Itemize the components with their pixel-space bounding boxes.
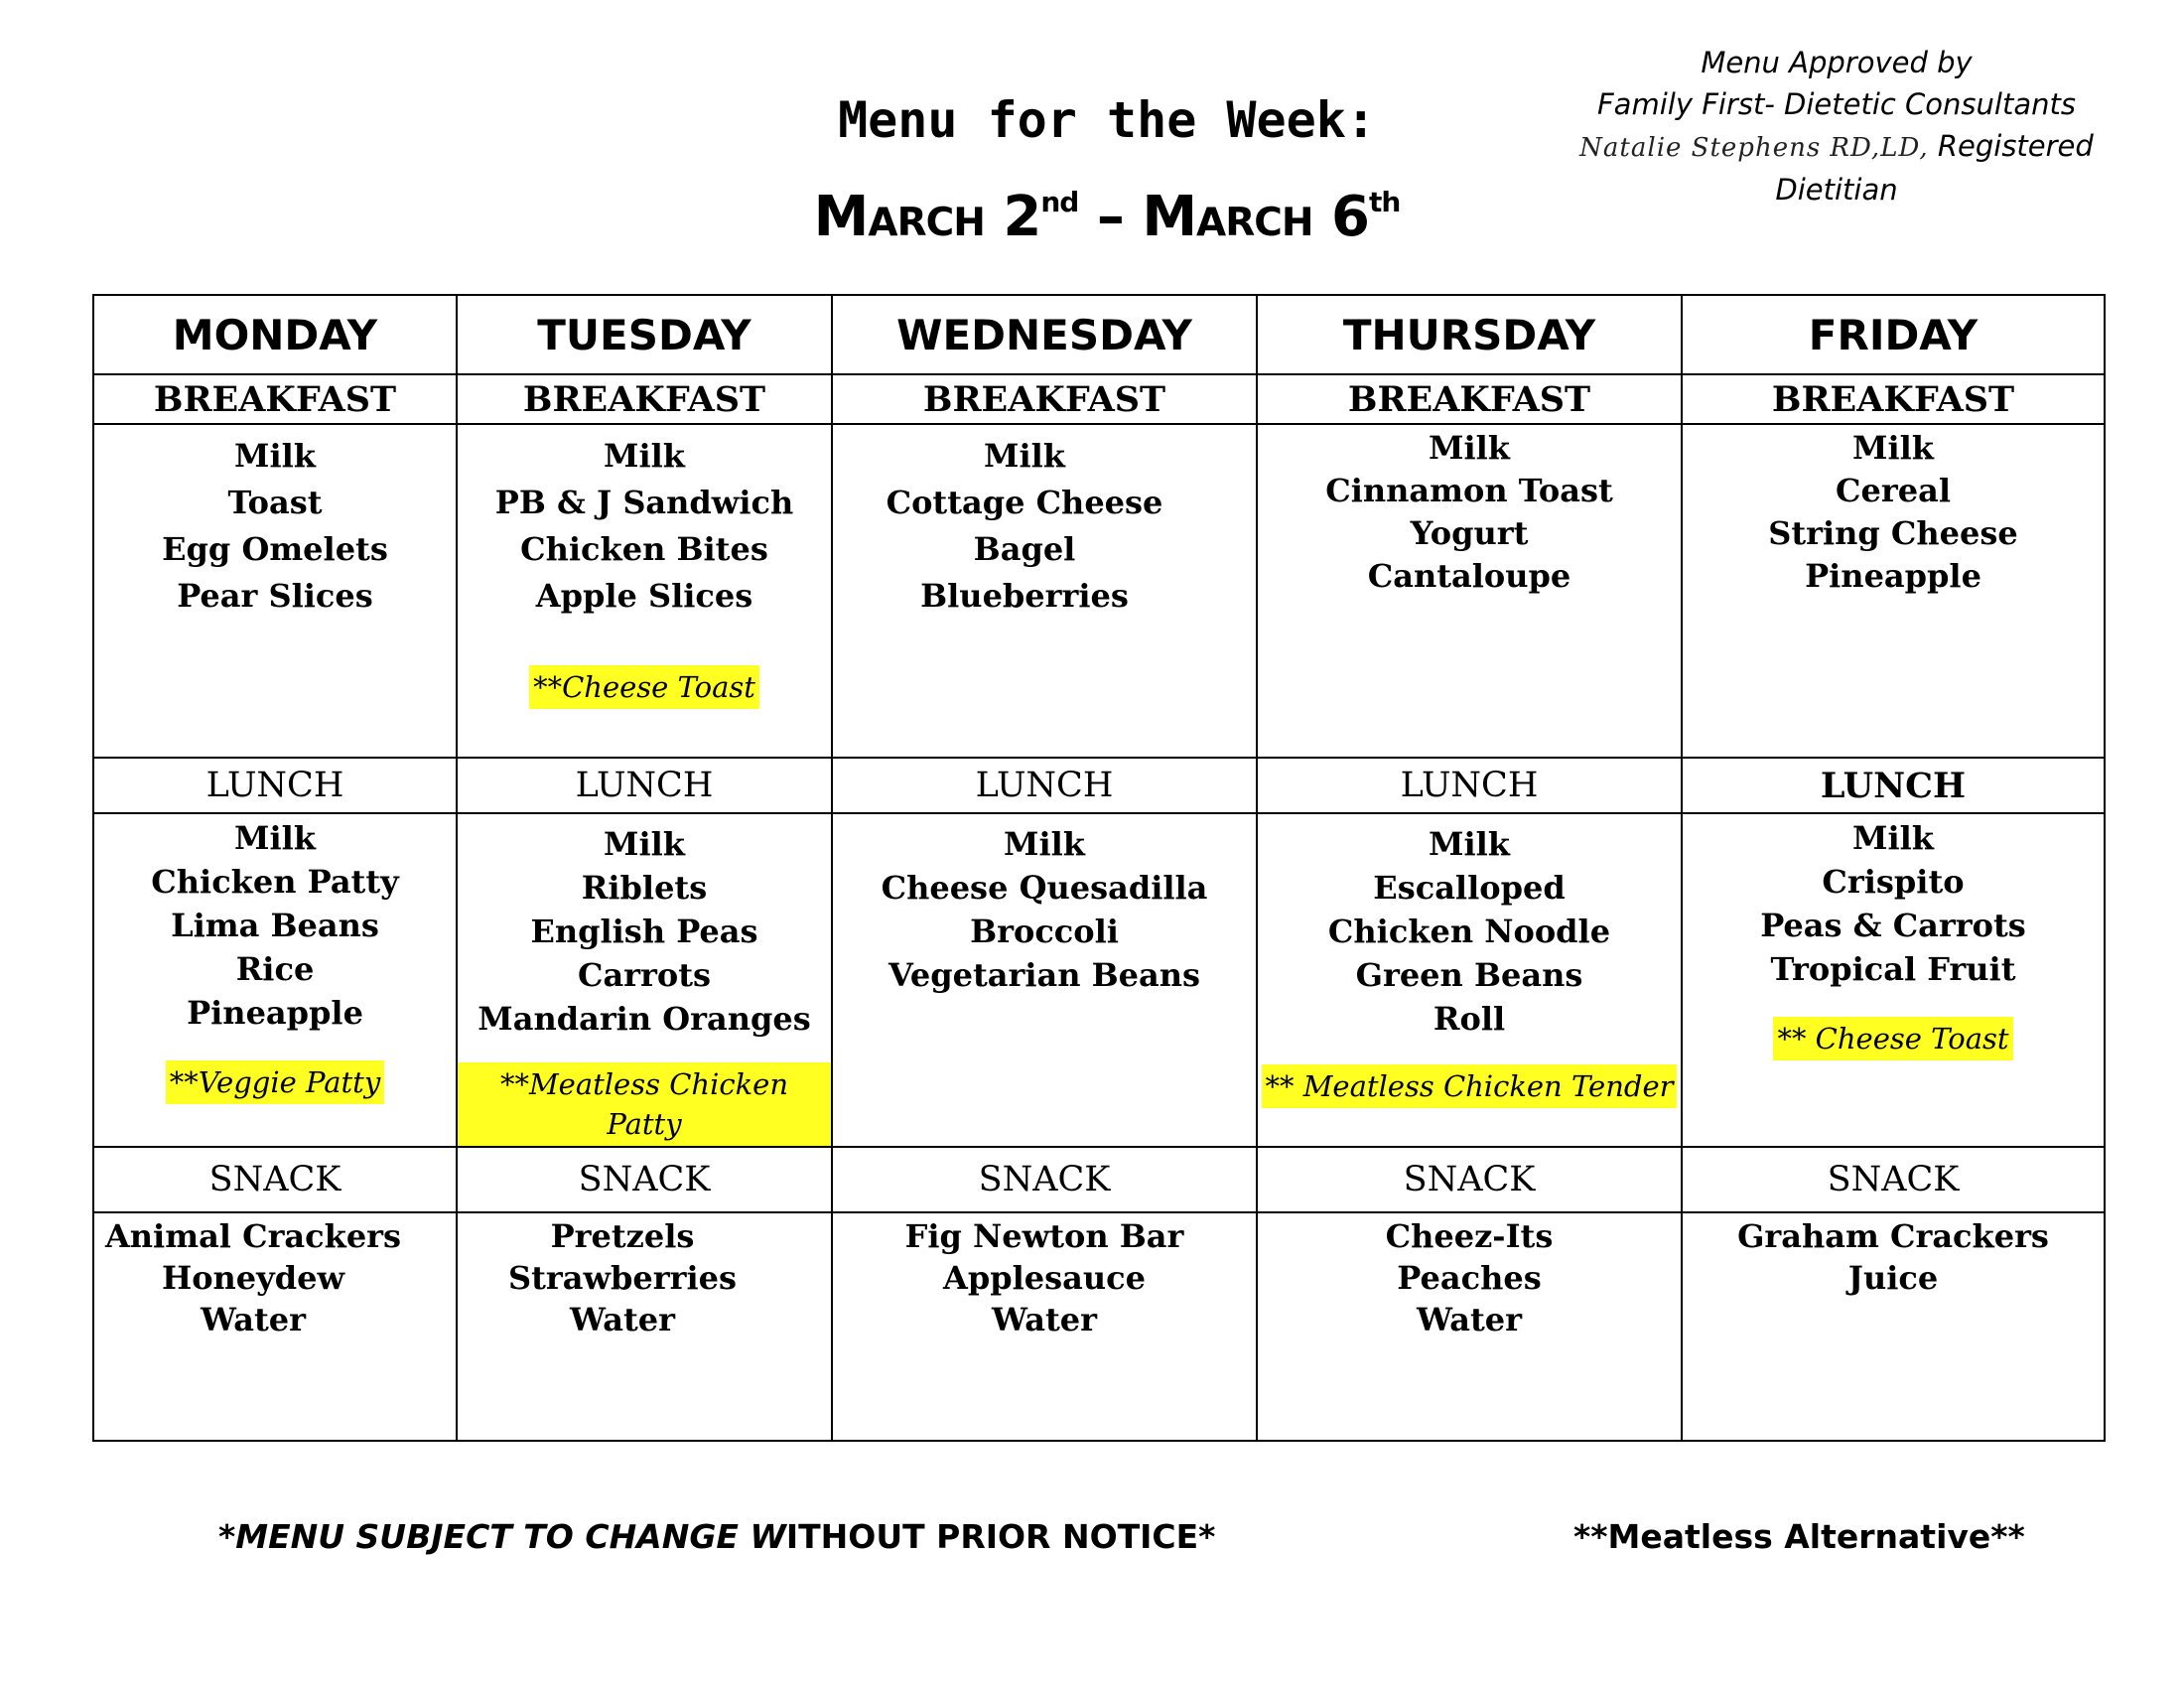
menu-item: English Peas [530,913,758,950]
menu-item: Apple Slices [535,577,753,615]
menu-item: Milk [604,825,685,863]
menu-items [1683,1213,2104,1299]
menu-items [833,425,1256,620]
menu-item: Egg Omelets [162,530,388,568]
menu-item: Roll [1433,1000,1506,1038]
date-range [0,185,2184,249]
menu-item: Broccoli [970,913,1119,950]
menu-item: Applesauce [943,1259,1146,1297]
menu-item: String Cheese [1768,514,2018,552]
day-header-row [93,295,2105,374]
menu-item: Chicken Noodle [1327,913,1611,950]
breakfast-cell [93,424,457,758]
snack-cell [457,1212,832,1441]
menu-item: Chicken Bites [520,530,768,568]
menu-items [458,425,831,709]
lunch-label: LUNCH [1257,758,1682,813]
snack-label: SNACK [457,1147,832,1212]
menu-item: Honeydew [161,1259,345,1297]
menu-items [94,1213,456,1340]
menu-item: Pineapple [1805,557,1981,595]
menu-item: Blueberries [920,577,1129,615]
meatless-alternative: ** Cheese Toast [1773,1017,2012,1060]
breakfast-cell [457,424,832,758]
meatless-alternative: **Veggie Patty [166,1060,384,1104]
menu-item: Vegetarian Beans [887,956,1201,994]
change-notice [218,1517,1215,1556]
breakfast-label: BREAKFAST [93,374,457,424]
day-header: THURSDAY [1257,295,1682,374]
meatless-alternative: **Cheese Toast [529,665,759,709]
breakfast-cell [832,424,1257,758]
menu-items [833,814,1256,997]
lunch-label: LUNCH [832,758,1257,813]
menu-item: Water [201,1301,306,1338]
menu-item: Cinnamon Toast [1325,472,1613,509]
menu-items [1258,425,1681,598]
menu-item: Escalloped [1373,869,1566,907]
breakfast-cell [1682,424,2105,758]
menu-item: Carrots [577,956,712,994]
snack-label: SNACK [832,1147,1257,1212]
menu-items [94,814,456,1104]
menu-item: Cheez-Its [1385,1217,1554,1255]
menu-item: Green Beans [1355,956,1583,994]
menu-item: Bagel [973,530,1076,568]
menu-items [1683,425,2104,598]
lunch-label: LUNCH [1682,758,2105,813]
menu-item: Pineapple [187,994,363,1032]
lunch-cell [457,813,832,1147]
menu-items [1258,814,1681,1108]
menu-item: Juice [1847,1259,1939,1297]
menu-item: Riblets [581,869,708,907]
date-separator: – [1078,185,1143,249]
breakfast-label: BREAKFAST [832,374,1257,424]
menu-item: Pear Slices [177,577,373,615]
snack-row [93,1212,2105,1441]
menu-item: Pretzels [550,1217,695,1255]
menu-item: Peas & Carrots [1760,907,2026,944]
weekly-menu-table [92,294,2106,1442]
lunch-cell [1257,813,1682,1147]
menu-item: Cantaloupe [1367,557,1571,595]
menu-items [458,814,831,1146]
meatless-alternative: ** Meatless Chicken Tender [1262,1064,1678,1108]
approval-line-1: Menu Approved by [1701,46,1973,79]
change-notice-rest: ITHOUT PRIOR NOTICE* [785,1517,1216,1556]
menu-item: Toast [227,484,323,521]
menu-item: Mandarin Oranges [478,1000,811,1038]
menu-item: Cheese Quesadilla [881,869,1208,907]
page-title: Menu for the Week: [838,91,1376,149]
menu-item: Animal Crackers [104,1217,402,1255]
meatless-alternative: **Meatless Chicken Patty [458,1062,831,1146]
end-date-suffix: th [1369,186,1401,218]
menu-item: Milk [1429,825,1510,863]
menu-item: Milk [1429,429,1510,467]
lunch-cell [93,813,457,1147]
lunch-header-row [93,758,2105,813]
breakfast-row [93,424,2105,758]
snack-cell [93,1212,457,1441]
approval-line-2: Family First- Dietetic Consultants [1597,87,2076,121]
meatless-legend: **Meatless Alternative** [1573,1517,2025,1556]
menu-item: Peaches [1397,1259,1542,1297]
snack-header-row [93,1147,2105,1212]
menu-item: Water [1417,1301,1522,1338]
breakfast-label: BREAKFAST [1682,374,2105,424]
snack-label: SNACK [93,1147,457,1212]
menu-item: Crispito [1822,863,1965,901]
menu-item: Water [570,1301,675,1338]
menu-item: Fig Newton Bar [904,1217,1184,1255]
snack-cell [1682,1212,2105,1441]
menu-item: Graham Crackers [1737,1217,2049,1255]
lunch-label: LUNCH [457,758,832,813]
breakfast-label: BREAKFAST [457,374,832,424]
menu-item: PB & J Sandwich [494,484,794,521]
menu-item: Strawberries [507,1259,737,1297]
menu-items [833,1213,1256,1340]
lunch-cell [832,813,1257,1147]
menu-item: Milk [1852,429,1934,467]
menu-item: Cottage Cheese [886,484,1163,521]
menu-item: Water [992,1301,1097,1338]
menu-items [1258,1213,1681,1340]
breakfast-cell [1257,424,1682,758]
menu-item: Cereal [1836,472,1951,509]
menu-item: Milk [234,437,316,475]
snack-cell [832,1212,1257,1441]
snack-cell [1257,1212,1682,1441]
day-header: TUESDAY [457,295,832,374]
start-date-suffix: nd [1040,186,1079,218]
change-notice-italic: *MENU SUBJECT TO CHANGE W [218,1517,786,1556]
lunch-cell [1682,813,2105,1147]
lunch-label: LUNCH [93,758,457,813]
menu-item: Tropical Fruit [1770,950,2016,988]
menu-item: Milk [1852,819,1934,857]
lunch-row [93,813,2105,1147]
menu-item: Milk [234,819,316,857]
snack-label: SNACK [1257,1147,1682,1212]
breakfast-label: BREAKFAST [1257,374,1682,424]
breakfast-header-row [93,374,2105,424]
menu-item: Yogurt [1410,514,1529,552]
menu-item: Chicken Patty [151,863,399,901]
menu-item: Milk [984,437,1065,475]
day-header: WEDNESDAY [832,295,1257,374]
dietitian-title: Registered Dietitian [1775,129,2094,207]
day-header: MONDAY [93,295,457,374]
menu-items [1683,814,2104,1060]
menu-item: Milk [1004,825,1085,863]
menu-items [458,1213,831,1340]
menu-item: Rice [235,950,315,988]
menu-item: Lima Beans [171,907,379,944]
menu-items [94,425,456,620]
end-date: March 6 [1142,185,1369,249]
day-header: FRIDAY [1682,295,2105,374]
start-date: March 2 [813,185,1041,249]
menu-item: Milk [604,437,685,475]
snack-label: SNACK [1682,1147,2105,1212]
dietitian-signature: Natalie Stephens RD,LD, [1579,133,1929,163]
